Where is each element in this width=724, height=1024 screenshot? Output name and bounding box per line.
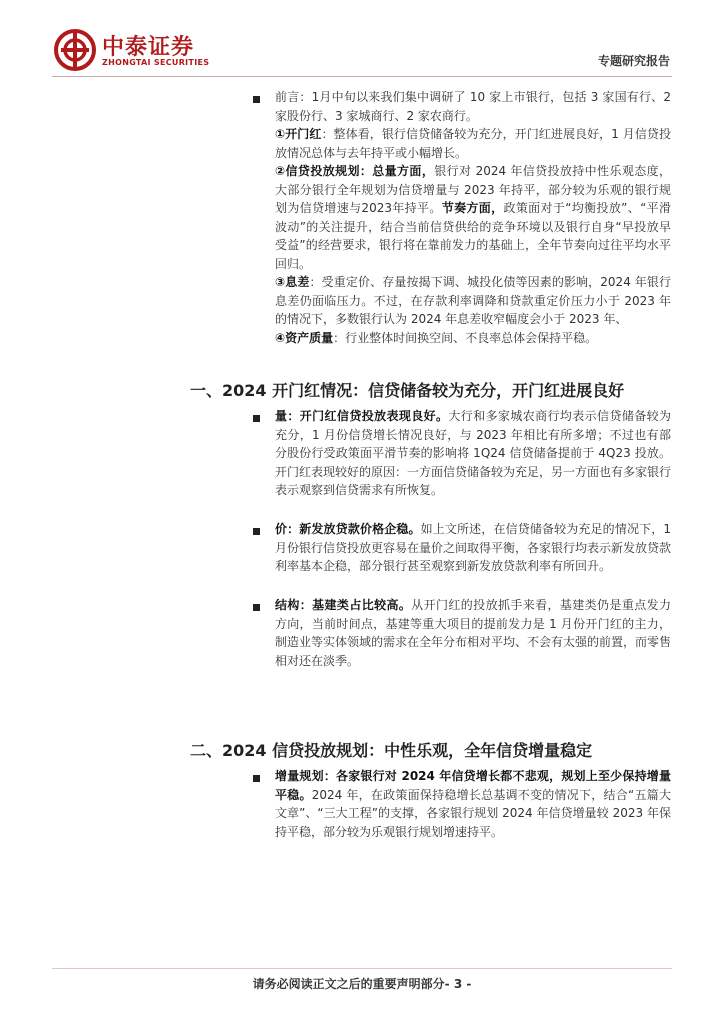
section-1-item-structure-body: 从开门红的投放抓手来看，基建类仍是重点发力方向，当前时间点，基建等重大项目的提前发力是 1 月份开门红的主力，制造业等实体领域的需求在全年分布相对平均、不会有太强的前置，而零售相对还在淡季。 bbox=[275, 598, 672, 668]
zhongtai-logo-icon bbox=[53, 28, 97, 72]
intro-point-2-body2: 政策面对于“均衡投放”、“平滑波动”的关注提升，结合当前信贷供给的竞争环境以及银行自身“早投放早受益”的经营要求，银行将在靠前发力的基础上，全年节奏向过往平均水平回归。 bbox=[275, 201, 671, 271]
footer-disclaimer: 请务必阅读正文之后的重要声明部分 bbox=[252, 977, 445, 991]
section-1-item-price-head: 价：新发放贷款价格企稳。 bbox=[275, 522, 421, 536]
page-number: - 3 - bbox=[444, 977, 472, 991]
page-footer bbox=[0, 975, 724, 992]
logo-name-cn: 中泰证券 bbox=[102, 35, 195, 60]
section-2-title: 二、2024 信贷投放规划：中性乐观，全年信贷增量稳定 bbox=[190, 741, 593, 760]
intro-point-1-head: ①开门红 bbox=[275, 127, 322, 141]
intro-point-3-head: ③息差 bbox=[275, 275, 310, 289]
intro-point-2-body: 银行对 2024 年信贷投放持中性乐观态度，大部分银行全年规划为信贷增量与 2023 年持平，部分较为乐观的银行规划为信贷增速与2023年持平。 bbox=[275, 164, 671, 215]
intro-point-4-head: ④资产质量 bbox=[275, 330, 334, 345]
section-2-item-increment bbox=[275, 767, 671, 841]
section-1-item-price-body: 如上文所述，在信贷储备较为充足的情况下，1 月份银行信贷投放更容易在量价之间取得平衡，各家银行均表示新发放贷款利率基本企稳，部分银行甚至观察到新发放贷款利率有所回升。 bbox=[275, 522, 672, 573]
bullet-marker bbox=[253, 415, 260, 422]
intro-point-4 bbox=[275, 329, 671, 348]
intro-point-2 bbox=[275, 162, 671, 273]
bullet-marker bbox=[253, 528, 260, 535]
report-type-label: 专题研究报告 bbox=[597, 54, 670, 68]
intro-point-4-body: ：行业整体时间换空间、不良率总体会保持平稳。 bbox=[333, 330, 598, 345]
bullet-marker bbox=[253, 775, 260, 782]
section-1-item-structure bbox=[275, 596, 671, 670]
section-1-title: 一、2024 开门红情况：信贷储备较为充分，开门红进展良好 bbox=[190, 381, 625, 400]
section-1-item-price bbox=[275, 520, 671, 576]
footer-divider bbox=[52, 968, 672, 969]
intro-paragraph bbox=[275, 88, 671, 347]
section-1-item-structure-head: 结构：基建类占比较高。 bbox=[275, 598, 412, 612]
bullet-marker bbox=[253, 604, 260, 611]
section-2-item-increment-body: 2024 年，在政策面保持稳增长总基调不变的情况下，结合“五篇大文章”、“三大工程”的支撑，各家银行规划 2024 年信贷增量较 2023 年保持平稳，部分较为乐观银行规划增速持平。 bbox=[275, 787, 671, 839]
section-2-item-increment-head: 增量规划：各家银行对 2024 年信贷增长都不悲观，规划上至少保持增量平稳。 bbox=[275, 769, 671, 802]
bullet-marker bbox=[253, 96, 260, 103]
intro-point-1-body: ：整体看，银行信贷储备较为充分，开门红进展良好，1 月信贷投放情况总体与去年持平或小幅增长。 bbox=[275, 127, 671, 160]
intro-point-2-head: ②信贷投放规划：总量方面， bbox=[275, 164, 435, 178]
intro-point-3 bbox=[275, 273, 671, 329]
section-1-item-volume-head: 量：开门红信贷投放表现良好。 bbox=[275, 409, 449, 423]
section-1-item-volume bbox=[275, 407, 671, 500]
intro-point-2-head2: 节奏方面， bbox=[441, 201, 504, 215]
intro-point-3-body: ：受重定价、存量按揭下调、城投化债等因素的影响，2024 年银行息差仍面临压力。不过，在存款利率调降和贷款重定价压力小于 2023 年的情况下，多数银行认为 2024 年息差收窄幅度会小于 2023 年、 bbox=[275, 275, 671, 326]
intro-preface: 前言：1月中旬以来我们集中调研了 10 家上市银行，包括 3 家国有行、2 家股份行、3 家城商行、2 家农商行。 bbox=[275, 90, 671, 123]
logo-name-en: ZHONGTAI SECURITIES bbox=[102, 58, 210, 67]
page-header bbox=[0, 0, 724, 80]
section-1-item-volume-body: 大行和多家城农商行均表示信贷储备较为充分，1 月份信贷增长情况良好，与 2023 年相比有所多增；不过也有部分股份行受政策面平滑节奏的影响将 1Q24 信贷储备提前于 4Q23 投放。开门红表现较好的原因：一方面信贷储备较为充足，另一方面也有多家银行表示观察到信贷需求有所恢复。 bbox=[275, 409, 672, 497]
header-divider bbox=[52, 76, 672, 77]
intro-point-1 bbox=[275, 125, 671, 162]
